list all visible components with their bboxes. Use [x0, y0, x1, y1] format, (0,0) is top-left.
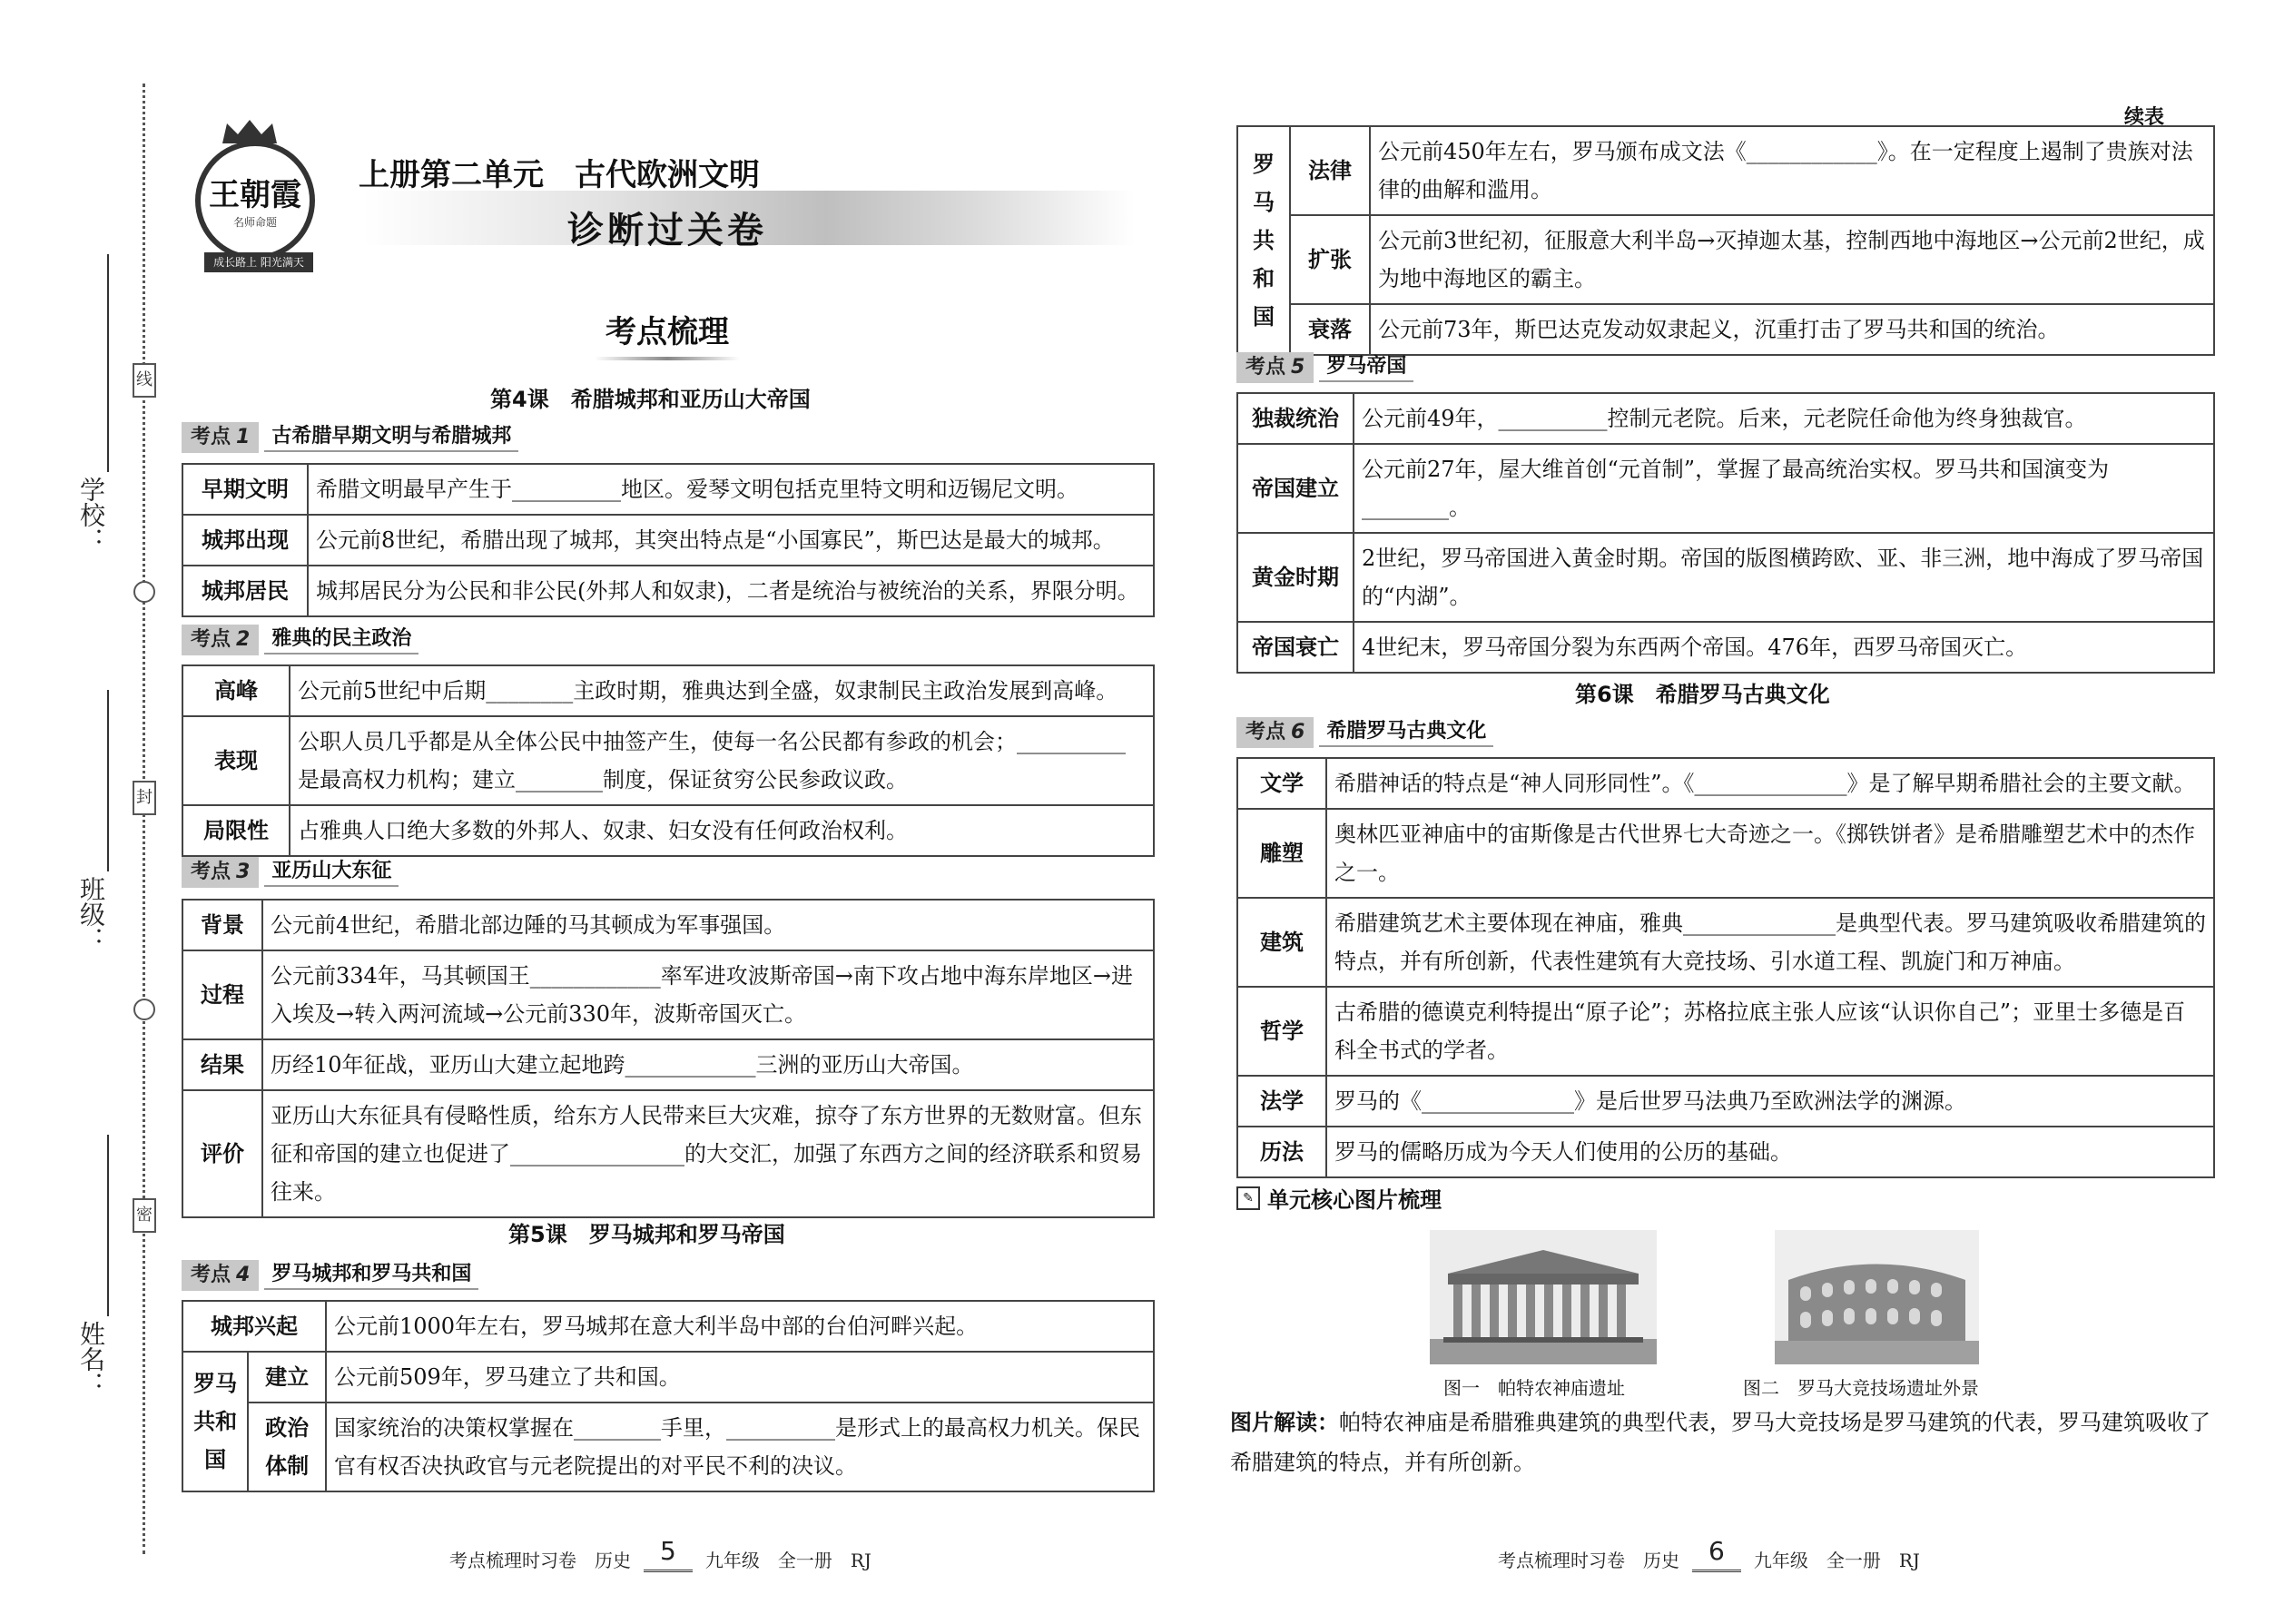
table-row: [1237, 393, 2214, 444]
row-text: 公职人员几乎都是从全体公民中抽签产生，使每一名公民都有参政的机会；__________是最高权力机构；建立________制度，保证贫穷公民参政议政。: [290, 716, 1154, 805]
row-header: 表现: [182, 716, 290, 805]
kp-name: 雅典的民主政治: [264, 625, 418, 655]
row-text: 公元前1000年左右，罗马城邦在意大利半岛中部的台伯河畔兴起。: [326, 1301, 1154, 1352]
table-row: [1237, 898, 2214, 987]
row-header: 黄金时期: [1237, 533, 1354, 622]
kp-num: 4: [236, 1264, 251, 1286]
row-text: 公元前509年，罗马建立了共和国。: [326, 1352, 1154, 1403]
table-row: [1237, 1127, 2214, 1177]
table-row: [182, 515, 1154, 566]
kp-tag: [1236, 352, 1314, 383]
school-blank[interactable]: [107, 254, 109, 472]
footer-grade: 九年级 全一册 RJ: [1753, 1550, 1920, 1571]
kp-name: 罗马帝国: [1319, 353, 1413, 382]
binding-mark-mi: 密: [133, 1198, 156, 1233]
row-header: 早期文明: [182, 464, 308, 515]
table-row: [1237, 987, 2214, 1076]
row-header: 法律: [1290, 126, 1370, 215]
table-row: [182, 665, 1154, 716]
kp-tag-text: 考点: [191, 861, 231, 883]
logo-ribbon: 成长路上 阳光满天: [204, 252, 313, 272]
logo-name: 王朝霞: [209, 177, 301, 213]
row-header: 结果: [182, 1039, 262, 1090]
kp-tag-text: 考点: [191, 426, 231, 448]
interp-label: 图片解读：: [1230, 1409, 1339, 1435]
row-header: 帝国衰亡: [1237, 622, 1354, 673]
kp-tag-text: 考点: [1245, 356, 1286, 379]
kp-num: 5: [1291, 356, 1305, 379]
kp-tag-text: 考点: [1245, 721, 1286, 743]
row-text: 希腊文明最早产生于__________地区。爱琴文明包括克里特文明和迈锡尼文明。: [308, 464, 1154, 515]
row-text: 公元前27年，屋大维首创“元首制”，掌握了最高统治实权。罗马共和国演变为________。: [1354, 444, 2214, 533]
row-text: 2世纪，罗马帝国进入黄金时期。帝国的版图横跨欧、亚、非三洲，地中海成了罗马帝国的“内湖”。: [1354, 533, 2214, 622]
footer-grade: 九年级 全一册 RJ: [704, 1550, 871, 1571]
left-page: [177, 0, 1167, 1624]
binding-hole-icon: [133, 999, 155, 1020]
row-header: 帝国建立: [1237, 444, 1354, 533]
row-text: 公元前334年，马其顿国王____________率军进攻波斯帝国→南下攻占地中海东岸地区→进入埃及→转入两河流域→公元前330年，波斯帝国灭亡。: [262, 950, 1154, 1039]
kp5-table: [1236, 392, 2215, 674]
table-row: [1237, 444, 2214, 533]
group-header: 罗马共和国: [182, 1352, 248, 1491]
kp5-heading: [1236, 352, 1413, 383]
table-row: [1237, 622, 2214, 673]
kp-tag: [182, 857, 259, 888]
row-text: 公元前4世纪，希腊北部边陲的马其顿成为军事强国。: [262, 900, 1154, 950]
binding-mark-feng: 封: [133, 781, 156, 815]
row-text: 公元前73年，斯巴达克发动奴隶起义，沉重打击了罗马共和国的统治。: [1370, 304, 2214, 355]
figure2-caption: 图二 罗马大竞技场遗址外景: [1743, 1377, 1979, 1399]
lesson6-title: 第6课 希腊罗马古典文化: [1575, 682, 1830, 707]
brand-logo: [177, 118, 359, 290]
table-row: [1237, 304, 2214, 355]
section-title: [558, 307, 776, 360]
kp3-table: [182, 899, 1155, 1218]
name-label: 姓名：: [76, 1321, 106, 1397]
footer-series: 考点梳理时习卷 历史: [1498, 1550, 1679, 1571]
row-header: 文学: [1237, 758, 1326, 809]
kp-tag: [182, 625, 259, 655]
row-text: 奥林匹亚神庙中的宙斯像是古代世界七大奇迹之一。《掷铁饼者》是希腊雕塑艺术中的杰作之一。: [1326, 809, 2214, 898]
binding-dotted-line: [143, 84, 145, 1554]
row-header: 城邦居民: [182, 566, 308, 616]
row-text: 罗马的《______________》是后世罗马法典乃至欧洲法学的渊源。: [1326, 1076, 2214, 1127]
kp-name: 希腊罗马古典文化: [1319, 718, 1493, 747]
row-text: 公元前450年左右，罗马颁布成文法《____________》。在一定程度上遏制了贵族对法律的曲解和滥用。: [1370, 126, 2214, 215]
lesson4-title: 第4课 希腊城邦和亚历山大帝国: [490, 387, 811, 412]
table-row: [182, 566, 1154, 616]
kp-num: 3: [236, 861, 251, 883]
page-number: 6: [1692, 1536, 1741, 1572]
exam-title: 诊断过关卷: [567, 210, 767, 251]
row-header: 局限性: [182, 805, 290, 856]
class-blank[interactable]: [107, 690, 109, 871]
kp-tag-text: 考点: [191, 628, 231, 651]
group-header: 罗马共和国: [1237, 126, 1290, 355]
parthenon-photo: [1430, 1230, 1657, 1364]
row-text: 公元前49年，__________控制元老院。后来，元老院任命他为终身独裁官。: [1354, 393, 2214, 444]
table-row: [182, 1039, 1154, 1090]
row-header: 独裁统治: [1237, 393, 1354, 444]
row-header: 建立: [248, 1352, 326, 1403]
row-text: 城邦居民分为公民和非公民(外邦人和奴隶)，二者是统治与被统治的关系，界限分明。: [308, 566, 1154, 616]
row-header: 过程: [182, 950, 262, 1039]
section-title-text: 考点梳理: [605, 314, 729, 350]
row-text: 历经10年征战，亚历山大建立起地跨____________三洲的亚历山大帝国。: [262, 1039, 1154, 1090]
class-label: 班级：: [76, 876, 106, 952]
row-header: 建筑: [1237, 898, 1326, 987]
section-underline: [595, 357, 740, 360]
left-footer: [449, 1536, 871, 1572]
continued-label: 续表: [2124, 106, 2165, 129]
colosseum-photo: [1775, 1230, 1979, 1364]
cont-table: [1236, 125, 2215, 356]
row-text: 4世纪末，罗马帝国分裂为东西两个帝国。476年，西罗马帝国灭亡。: [1354, 622, 2214, 673]
kp4-heading: [182, 1260, 478, 1291]
kp1-table: [182, 463, 1155, 617]
kp6-table: [1236, 757, 2215, 1178]
school-label: 学校：: [76, 477, 106, 553]
row-text: 公元前8世纪，希腊出现了城邦，其突出特点是“小国寡民”，斯巴达是最大的城邦。: [308, 515, 1154, 566]
row-text: 国家统治的决策权掌握在________手里，__________是形式上的最高权力机关。保民官有权否决执政官与元老院提出的对平民不利的决议。: [326, 1403, 1154, 1491]
kp-tag: [182, 1260, 259, 1291]
footer-series: 考点梳理时习卷 历史: [449, 1550, 631, 1571]
right-footer: [1498, 1536, 1920, 1572]
image-section-title: 单元核心图片梳理: [1267, 1187, 1442, 1213]
row-header: 哲学: [1237, 987, 1326, 1076]
table-row: [182, 1090, 1154, 1217]
table-row: [182, 900, 1154, 950]
table-row: [182, 716, 1154, 805]
table-row: [182, 950, 1154, 1039]
row-text: 罗马的儒略历成为今天人们使用的公历的基础。: [1326, 1127, 2214, 1177]
table-row: [1237, 809, 2214, 898]
lesson5-title: 第5课 罗马城邦和罗马帝国: [508, 1222, 785, 1247]
kp-num: 1: [236, 426, 251, 448]
kp-tag: [1236, 717, 1314, 748]
table-row: [1237, 533, 2214, 622]
interp-text: 帕特农神庙是希腊雅典建筑的典型代表，罗马大竞技场是罗马建筑的代表，罗马建筑吸收了希腊建筑的特点，并有所创新。: [1230, 1410, 2210, 1475]
image-section-heading: [1236, 1182, 1442, 1214]
kp-num: 6: [1291, 721, 1305, 743]
kp-name: 罗马城邦和罗马共和国: [264, 1261, 478, 1290]
logo-sub: 名师命题: [232, 216, 277, 229]
edit-icon: ✎: [1236, 1186, 1260, 1210]
binding-margin: [0, 0, 159, 1624]
kp1-heading: [182, 422, 518, 453]
kp2-table: [182, 664, 1155, 857]
table-row: [182, 1352, 1154, 1403]
binding-hole-icon: [133, 581, 155, 603]
kp-name: 亚历山大东征: [264, 858, 399, 887]
picture-interpretation: [1230, 1403, 2210, 1482]
row-header: 城邦出现: [182, 515, 308, 566]
row-text: 公元前3世纪初，征服意大利半岛→灭掉迦太基，控制西地中海地区→公元前2世纪，成为地中海地区的霸主。: [1370, 215, 2214, 304]
table-row: [182, 1301, 1154, 1352]
row-header: 雕塑: [1237, 809, 1326, 898]
table-row: [182, 464, 1154, 515]
table-row: [182, 1403, 1154, 1491]
kp-name: 古希腊早期文明与希腊城邦: [264, 423, 518, 452]
name-blank[interactable]: [107, 1135, 109, 1316]
logo-seal: [195, 141, 315, 261]
row-header: 高峰: [182, 665, 290, 716]
row-header: 评价: [182, 1090, 262, 1217]
row-header: 衰落: [1290, 304, 1370, 355]
row-header: 法学: [1237, 1076, 1326, 1127]
row-header: 政治体制: [248, 1403, 326, 1491]
kp3-heading: [182, 857, 399, 888]
table-row: [1237, 126, 2214, 215]
kp-num: 2: [236, 628, 251, 651]
table-row: [1237, 758, 2214, 809]
kp4-table: [182, 1300, 1155, 1492]
binding-mark-xian: 线: [133, 363, 156, 398]
row-text: 公元前5世纪中后期________主政时期，雅典达到全盛，奴隶制民主政治发展到高峰。: [290, 665, 1154, 716]
row-text: 希腊神话的特点是“神人同形同性”。《______________》是了解早期希腊社会的主要文献。: [1326, 758, 2214, 809]
row-header: 历法: [1237, 1127, 1326, 1177]
row-text: 占雅典人口绝大多数的外邦人、奴隶、妇女没有任何政治权利。: [290, 805, 1154, 856]
figure1-caption: 图一 帕特农神庙遗址: [1443, 1377, 1625, 1399]
table-row: [182, 805, 1154, 856]
row-header: 扩张: [1290, 215, 1370, 304]
row-text: 古希腊的德谟克利特提出“原子论”；苏格拉底主张人应该“认识你自己”；亚里士多德是百科全书式的学者。: [1326, 987, 2214, 1076]
table-row: [1237, 1076, 2214, 1127]
kp-tag: [182, 422, 259, 453]
row-header: 背景: [182, 900, 262, 950]
unit-title: 上册第二单元 古代欧洲文明: [359, 157, 760, 193]
row-text: 希腊建筑艺术主要体现在神庙，雅典______________是典型代表。罗马建筑吸收希腊建筑的特点，并有所创新，代表性建筑有大竞技场、引水道工程、凯旋门和万神庙。: [1326, 898, 2214, 987]
row-text: 亚历山大东征具有侵略性质，给东方人民带来巨大灾难，掠夺了东方世界的无数财富。但东征和帝国的建立也促进了________________的大交汇，加强了东西方之间的经济联系和贸易往来。: [262, 1090, 1154, 1217]
row-header: 城邦兴起: [182, 1301, 326, 1352]
table-row: [1237, 215, 2214, 304]
kp-tag-text: 考点: [191, 1264, 231, 1286]
page-number: 5: [644, 1536, 693, 1572]
kp2-heading: [182, 625, 418, 655]
kp6-heading: [1236, 717, 1493, 748]
